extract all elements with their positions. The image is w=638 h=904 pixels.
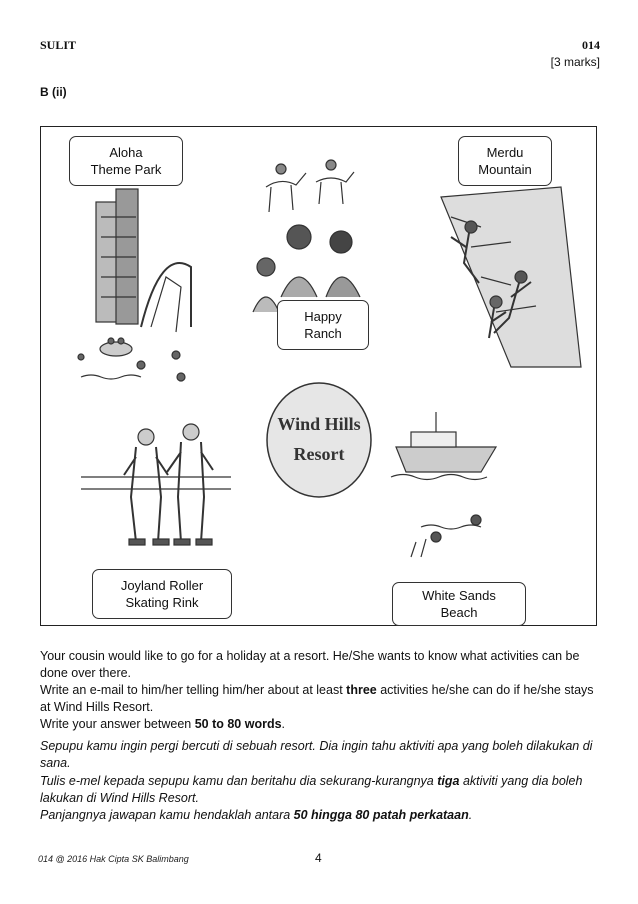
label-line: Aloha — [109, 145, 143, 160]
resort-emblem — [267, 383, 371, 497]
emphasis-tiga: tiga — [437, 774, 460, 788]
section-title: B (ii) — [40, 85, 67, 99]
label-line: Happy — [304, 309, 342, 324]
label-line: Skating Rink — [125, 595, 199, 610]
label-line: Theme Park — [90, 162, 162, 177]
beach-illustration — [391, 412, 496, 557]
footer-copyright: 014 @ 2016 Hak Cipta SK Balimbang — [38, 854, 189, 864]
theme-park-illustration — [78, 189, 191, 381]
text-run: Write your answer between — [40, 717, 195, 731]
emphasis-three: three — [346, 683, 377, 697]
mountain-illustration — [441, 187, 581, 367]
instruction-ms-words — [40, 807, 600, 824]
ranch-illustration — [253, 160, 360, 312]
label-line: Mountain — [478, 162, 532, 177]
label-line: Joyland Roller — [120, 578, 204, 593]
instruction-en-context: Your cousin would like to go for a holiday at a resort. He/She wants to know what activities can be done over there. — [40, 649, 580, 680]
instruction-en-words — [40, 716, 600, 733]
instruction-en-task — [40, 682, 600, 716]
picture-frame — [40, 126, 597, 626]
text-run: . — [281, 717, 286, 731]
text-run: Write an e-mail to him/her telling him/her about at least — [40, 683, 347, 697]
label-line: Merdu — [486, 145, 524, 160]
label-line: White Sands — [422, 588, 496, 603]
text-run: Panjangnya jawapan kamu hendaklah antara — [40, 808, 294, 822]
marks-label: [3 marks] — [550, 55, 600, 69]
text-run: activities he/she can do if he/she stays at Wind Hills Resort. — [40, 683, 594, 714]
header-sulit: SULIT — [40, 38, 77, 52]
text-run: aktiviti yang dia boleh lakukan di Wind Hills Resort. — [40, 774, 583, 805]
label-line: Beach — [440, 605, 478, 620]
label-merdu-mountain — [458, 136, 552, 186]
page-number: 4 — [315, 851, 322, 865]
resort-name-line1: Wind Hills — [277, 414, 361, 434]
text-run: Tulis e-mel kepada sepupu kamu dan beritahu dia sekurang-kurangnya — [40, 774, 438, 788]
emphasis-word-count: 50 to 80 words — [194, 717, 282, 731]
label-white-sands-beach — [392, 582, 526, 626]
label-line: Ranch — [304, 326, 342, 341]
instruction-ms-task — [40, 773, 600, 807]
text-run: . — [468, 808, 473, 822]
label-aloha-theme-park — [69, 136, 183, 186]
resort-name-line2: Resort — [293, 444, 345, 464]
skating-illustration — [81, 424, 231, 545]
label-joyland-skating-rink — [92, 569, 232, 619]
instruction-ms-context: Sepupu kamu ingin pergi bercuti di sebuah resort. Dia ingin tahu aktiviti apa yang boleh dilakukan di sana. — [40, 739, 593, 770]
label-happy-ranch — [277, 300, 369, 350]
activity-illustrations — [41, 127, 598, 627]
header-paper-code: 014 — [582, 38, 600, 52]
emphasis-word-count-ms: 50 hingga 80 patah perkataan — [293, 808, 469, 822]
